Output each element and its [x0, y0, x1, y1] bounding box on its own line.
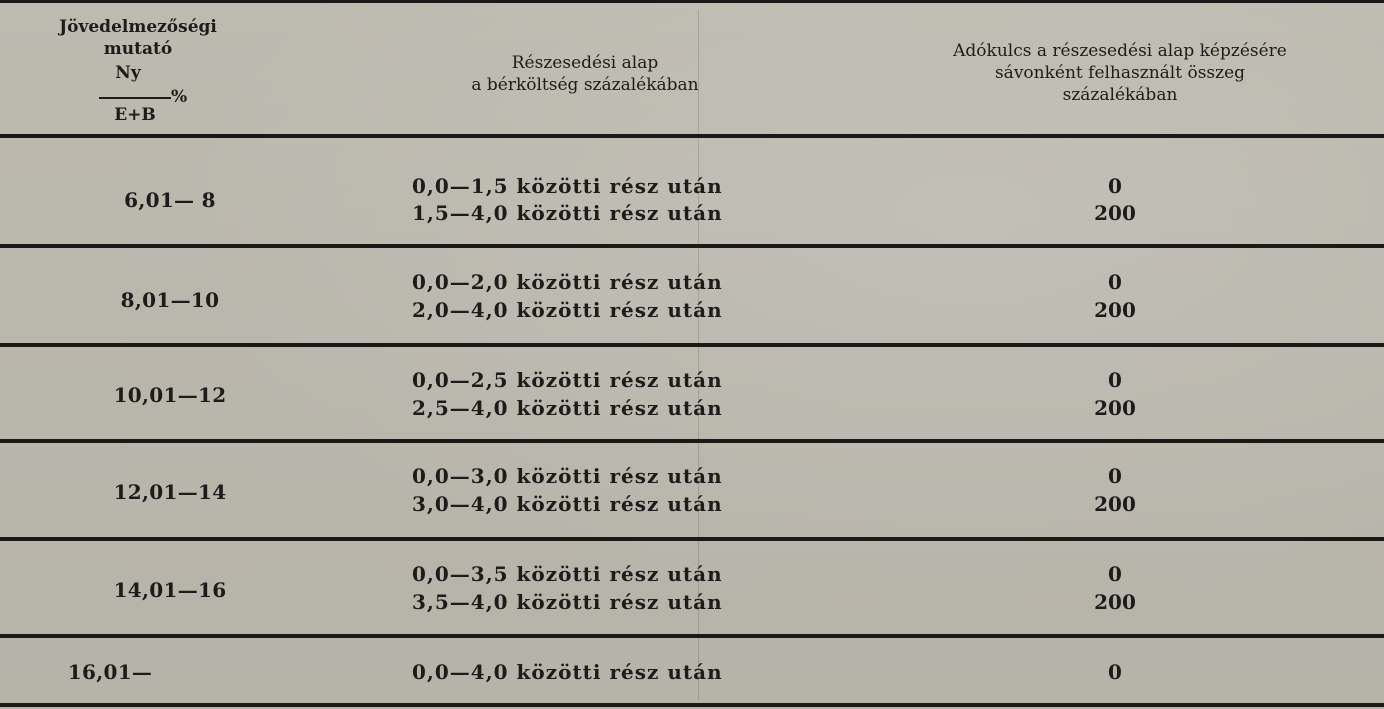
- table-row-rate: 200: [1094, 298, 1136, 322]
- table-row-rate: 200: [1094, 201, 1136, 225]
- profitability-formula: [73, 62, 203, 132]
- formula-percent: %: [171, 87, 188, 107]
- table-row-rate: 200: [1094, 590, 1136, 614]
- table-row-tier: 3,0—4,0 közötti rész után: [412, 492, 723, 516]
- table-row-tier: 0,0—3,5 közötti rész után: [412, 562, 723, 586]
- table-row-tier: 0,0—2,0 közötti rész után: [412, 270, 723, 294]
- header-col3-line1: Adókulcs a részesedési alap képzésére: [953, 41, 1287, 61]
- table-row-rate: 200: [1094, 396, 1136, 420]
- table-row-tier: 0,0—1,5 közötti rész után: [412, 174, 723, 198]
- table-row-tier: 1,5—4,0 közötti rész után: [412, 201, 723, 225]
- table-row-rate: 0: [1108, 464, 1122, 488]
- table-row-range: 8,01—10: [120, 288, 220, 312]
- header-col3-line3: százalékában: [1062, 85, 1178, 105]
- formula-denominator: E+B: [114, 105, 156, 125]
- table-row-rate: 0: [1108, 660, 1122, 684]
- row-divider: [0, 244, 1384, 248]
- formula-fraction-bar: [99, 97, 171, 99]
- table-row-range: 14,01—16: [113, 578, 227, 602]
- table-bottom-rule: [0, 703, 1384, 707]
- table-row-tier: 2,0—4,0 közötti rész után: [412, 298, 723, 322]
- table-row-rate: 0: [1108, 368, 1122, 392]
- header-col-profitability: [38, 16, 238, 138]
- table-row-range: 6,01— 8: [124, 188, 216, 212]
- header-col3-line2: sávonként felhasznált összeg: [994, 63, 1246, 83]
- table-row-range: 12,01—14: [113, 480, 227, 504]
- table-row-rate: 200: [1094, 492, 1136, 516]
- formula-numerator: Ny: [115, 63, 141, 83]
- table-row-rate: 0: [1108, 270, 1122, 294]
- table-row-rate: 0: [1108, 562, 1122, 586]
- header-col1-line2: mutató: [103, 39, 173, 59]
- table-row-rate: 0: [1108, 174, 1122, 198]
- table-row-tier: 0,0—3,0 közötti rész után: [412, 464, 723, 488]
- table-row-tier: 2,5—4,0 közötti rész után: [412, 396, 723, 420]
- table-row-range: 10,01—12: [113, 383, 227, 407]
- header-bottom-rule: [0, 134, 1384, 138]
- table-row-tier: 3,5—4,0 közötti rész után: [412, 590, 723, 614]
- header-col-share-fund: [420, 52, 750, 96]
- row-divider: [0, 634, 1384, 638]
- row-divider: [0, 537, 1384, 541]
- header-col2-line2: a bérköltség százalékában: [471, 75, 699, 95]
- row-divider: [0, 439, 1384, 443]
- header-col1-line1: Jövedelmezőségi: [59, 17, 217, 37]
- table-row-range: 16,01—: [67, 660, 153, 684]
- header-col2-line1: Részesedési alap: [511, 53, 659, 73]
- table-row-tier: 0,0—4,0 közötti rész után: [412, 660, 723, 684]
- row-divider: [0, 343, 1384, 347]
- table-top-rule: [0, 0, 1384, 3]
- header-col-tax-rate: [870, 40, 1370, 106]
- table-row-tier: 0,0—2,5 közötti rész után: [412, 368, 723, 392]
